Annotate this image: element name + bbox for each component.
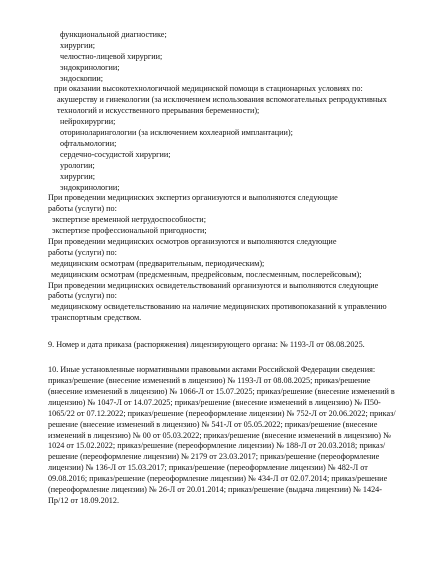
list-item: эндокринологии;	[60, 62, 120, 72]
section-9: 9. Номер и дата приказа (распоряжения) лицензирующего органа: № 1193-Л от 08.08.2025.	[48, 340, 365, 350]
list-item: акушерству и гинекологии (за исключением использования вспомогательных репродуктивных технологий и искусственного прерывания беременности);	[57, 95, 387, 116]
list-item: офтальмологии;	[60, 138, 117, 148]
list-item: оториноларингологии (за исключением кохлеарной имплантации);	[60, 128, 293, 138]
section-heading-expertise: При проведении медицинских экспертиз организуются и выполняются следующие работы (услуги) по:	[48, 193, 338, 214]
list-item: медицинским осмотрам (предварительным, периодическим);	[51, 258, 265, 268]
list-item: эндоскопии;	[60, 73, 104, 83]
list-item: хирургии;	[60, 171, 96, 181]
section-10-heading: 10. Иные установленные нормативными правовыми актами Российской Федерации сведения:	[48, 365, 376, 375]
list-item: урологии;	[60, 160, 95, 170]
list-item: челюстно-лицевой хирургии;	[60, 51, 163, 61]
list-item: медицинским осмотрам (предсменным, предрейсовым, послесменным, послерейсовым);	[51, 269, 362, 279]
list-item: сердечно-сосудистой хирургии;	[60, 149, 171, 159]
section-10-body: приказ/решение (внесение изменений в лицензию) № 1193-Л от 08.08.2025; приказ/решение (внесение изменений в лицензию) № 1066-Л от 15.07.2025; приказ/решение (внесение изменений в лицензию) № 1047-Л от 14.07.2025; приказ/решение (внесение изменений в лицензию) № П50-1065/22 от 07.12.2022; приказ/решение (переоформление лицензии) № 752-Л от 20.06.2022; приказ/решение (внесение изменений в лицензию) № 541-Л от 05.05.2022; приказ/решение (внесение изменений в лицензию) № 00 от 05.03.2022; приказ/решение (внесение изменений в лицензию) № 1024 от 15.02.2022; приказ/решение (переоформление лицензии) № 188-Л от 20.03.2018; приказ/решение (переоформление лицензии) № 2179 от 23.03.2017; приказ/решение (переоформление лицензии) № 136-Л от 15.03.2017; приказ/решение (переоформление лицензии) № 482-Л от 09.08.2016; приказ/решение (переоформление лицензии) № 434-Л от 02.07.2014; приказ/решение (переоформление лицензии) № 26-Л от 20.01.2014; приказ/решение (выдача лицензии) № 1424-Пр/12 от 18.09.2012.	[48, 375, 396, 505]
list-item: медицинскому освидетельствованию на наличие медицинских противопоказаний к управлению транспортным средством.	[51, 302, 387, 323]
list-item: эндокринологии;	[60, 182, 120, 192]
section-heading-exams: При проведении медицинских осмотров организуются и выполняются следующие работы (услуги) по:	[48, 236, 337, 257]
list-item: экспертизе профессиональной пригодности;	[52, 226, 207, 236]
list-item: хирургии;	[60, 40, 96, 50]
section-heading-certification: При проведении медицинских освидетельствований организуются и выполняются следующие работы (услуги) по:	[48, 280, 379, 301]
section-heading-hightech: при оказании высокотехнологичной медицинской помощи в стационарных условиях по:	[54, 84, 363, 94]
list-item: функциональной диагностике;	[60, 30, 167, 39]
list-item: нейрохирургии;	[60, 117, 116, 127]
list-item: экспертизе временной нетрудоспособности;	[52, 215, 206, 225]
document-page	[48, 30, 400, 507]
